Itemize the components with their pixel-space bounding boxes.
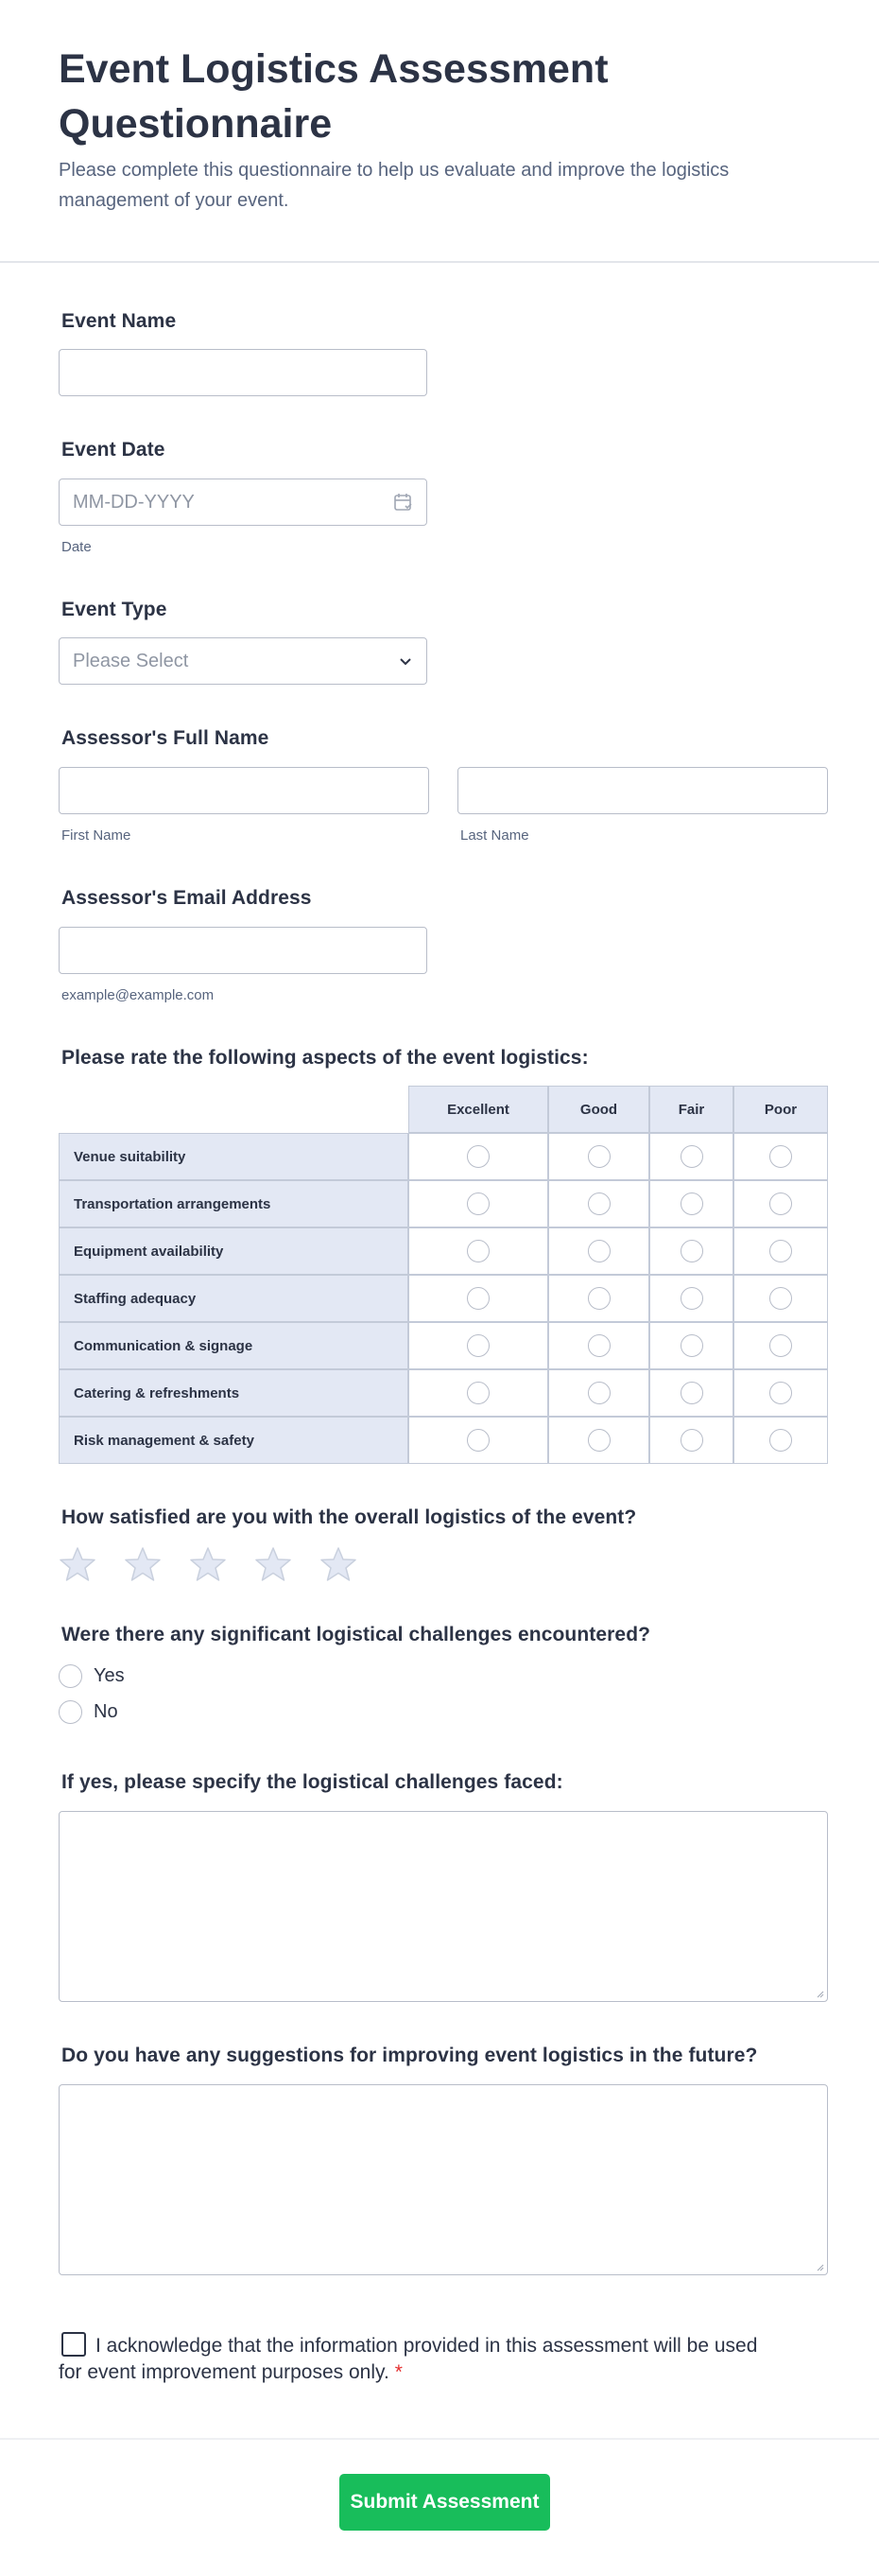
resize-grip-icon[interactable] (815, 2262, 824, 2271)
option-no-text: No (94, 1701, 118, 1722)
matrix-row-label: Equipment availability (59, 1227, 408, 1275)
event-type-selected-value: Please Select (73, 651, 189, 671)
matrix-radio[interactable] (769, 1382, 792, 1404)
challenges-detail-label: If yes, please specify the logistical challenges faced: (61, 1771, 563, 1793)
acknowledge-field (59, 2332, 777, 2386)
matrix-cell[interactable] (548, 1322, 649, 1369)
matrix-cell[interactable] (408, 1180, 548, 1227)
calendar-icon[interactable] (393, 492, 414, 517)
matrix-cell[interactable] (548, 1275, 649, 1322)
matrix-radio[interactable] (769, 1240, 792, 1262)
matrix-column-header: Poor (733, 1086, 828, 1133)
matrix-radio[interactable] (467, 1429, 490, 1452)
event-name-input[interactable] (59, 349, 427, 396)
last-name-sublabel: Last Name (460, 827, 529, 844)
email-input[interactable] (59, 927, 427, 974)
matrix-radio[interactable] (681, 1429, 703, 1452)
matrix-cell[interactable] (733, 1275, 828, 1322)
event-date-input[interactable] (59, 479, 427, 526)
matrix-column-header: Fair (649, 1086, 733, 1133)
matrix-cell[interactable] (408, 1322, 548, 1369)
footer-divider (0, 2438, 879, 2440)
star-icon[interactable] (189, 1545, 227, 1583)
matrix-cell[interactable] (733, 1133, 828, 1180)
event-date-label: Event Date (61, 439, 165, 461)
matrix-radio[interactable] (681, 1334, 703, 1357)
matrix-row-label: Venue suitability (59, 1133, 408, 1180)
matrix-radio[interactable] (467, 1287, 490, 1310)
matrix-radio[interactable] (681, 1240, 703, 1262)
matrix-cell[interactable] (733, 1227, 828, 1275)
matrix-cell[interactable] (548, 1417, 649, 1464)
matrix-radio[interactable] (588, 1192, 611, 1215)
first-name-input[interactable] (59, 767, 429, 814)
matrix-cell[interactable] (649, 1275, 733, 1322)
first-name-sublabel: First Name (61, 827, 131, 844)
satisfaction-label: How satisfied are you with the overall logistics of the event? (61, 1506, 637, 1528)
matrix-radio[interactable] (681, 1192, 703, 1215)
matrix-cell[interactable] (733, 1322, 828, 1369)
option-yes-text: Yes (94, 1665, 125, 1686)
radio-no[interactable] (59, 1700, 82, 1724)
matrix-radio[interactable] (467, 1382, 490, 1404)
matrix-cell[interactable] (548, 1180, 649, 1227)
matrix-cell[interactable] (649, 1227, 733, 1275)
matrix-cell[interactable] (649, 1417, 733, 1464)
matrix-row-label: Risk management & safety (59, 1417, 408, 1464)
matrix-radio[interactable] (769, 1145, 792, 1168)
matrix-radio[interactable] (588, 1240, 611, 1262)
matrix-radio[interactable] (681, 1145, 703, 1168)
form-subtitle: Please complete this questionnaire to help us evaluate and improve the logistics management of your event. (59, 160, 730, 211)
matrix-row-label: Staffing adequacy (59, 1275, 408, 1322)
matrix-cell[interactable] (548, 1369, 649, 1417)
challenges-option-yes[interactable] (59, 1664, 125, 1688)
challenges-detail-textarea[interactable] (59, 1811, 828, 2002)
matrix-cell[interactable] (733, 1417, 828, 1464)
star-icon[interactable] (124, 1545, 162, 1583)
form-header (0, 0, 879, 263)
matrix-row-label: Transportation arrangements (59, 1180, 408, 1227)
matrix-radio[interactable] (769, 1334, 792, 1357)
assessor-name-label: Assessor's Full Name (61, 727, 269, 749)
event-type-label: Event Type (61, 599, 167, 620)
matrix-label: Please rate the following aspects of the event logistics: (61, 1047, 589, 1069)
matrix-radio[interactable] (681, 1382, 703, 1404)
matrix-radio[interactable] (467, 1240, 490, 1262)
matrix-radio[interactable] (681, 1287, 703, 1310)
matrix-cell[interactable] (733, 1369, 828, 1417)
matrix-cell[interactable] (408, 1275, 548, 1322)
suggestions-label: Do you have any suggestions for improving event logistics in the future? (61, 2045, 758, 2066)
matrix-radio[interactable] (588, 1429, 611, 1452)
submit-button[interactable]: Submit Assessment (339, 2474, 550, 2531)
matrix-cell[interactable] (408, 1369, 548, 1417)
matrix-radio[interactable] (588, 1145, 611, 1168)
matrix-radio[interactable] (588, 1382, 611, 1404)
suggestions-textarea[interactable] (59, 2084, 828, 2275)
resize-grip-icon[interactable] (815, 1989, 824, 1998)
form-title: Event Logistics Assessment Questionnaire (59, 46, 609, 147)
star-icon[interactable] (59, 1545, 96, 1583)
acknowledge-text: I acknowledge that the information provided in this assessment will be used for event improvement purposes only. (59, 2335, 758, 2383)
matrix-radio[interactable] (769, 1429, 792, 1452)
matrix-radio[interactable] (588, 1287, 611, 1310)
event-date-sublabel: Date (61, 539, 92, 555)
last-name-input[interactable] (457, 767, 828, 814)
matrix-cell[interactable] (408, 1417, 548, 1464)
matrix-cell[interactable] (548, 1227, 649, 1275)
rating-matrix (59, 1086, 828, 1464)
challenges-label: Were there any significant logistical challenges encountered? (61, 1624, 651, 1645)
matrix-cell[interactable] (408, 1133, 548, 1180)
matrix-cell[interactable] (733, 1180, 828, 1227)
assessor-email-label: Assessor's Email Address (61, 887, 312, 909)
matrix-row-label: Communication & signage (59, 1322, 408, 1369)
challenges-option-no[interactable] (59, 1700, 118, 1724)
matrix-cell[interactable] (649, 1180, 733, 1227)
radio-yes[interactable] (59, 1664, 82, 1688)
star-icon[interactable] (319, 1545, 357, 1583)
matrix-cell[interactable] (548, 1133, 649, 1180)
matrix-radio[interactable] (467, 1334, 490, 1357)
matrix-cell[interactable] (649, 1322, 733, 1369)
required-mark: * (394, 2361, 403, 2383)
matrix-radio[interactable] (467, 1145, 490, 1168)
matrix-radio[interactable] (467, 1192, 490, 1215)
matrix-column-header: Good (548, 1086, 649, 1133)
matrix-row-label: Catering & refreshments (59, 1369, 408, 1417)
matrix-cell[interactable] (408, 1227, 548, 1275)
matrix-cell[interactable] (649, 1133, 733, 1180)
matrix-cell[interactable] (649, 1369, 733, 1417)
matrix-radio[interactable] (588, 1334, 611, 1357)
event-name-label: Event Name (61, 310, 177, 332)
star-icon[interactable] (254, 1545, 292, 1583)
matrix-column-header: Excellent (408, 1086, 548, 1133)
chevron-down-icon (398, 654, 413, 674)
acknowledge-checkbox[interactable] (61, 2332, 86, 2357)
matrix-radio[interactable] (769, 1287, 792, 1310)
matrix-radio[interactable] (769, 1192, 792, 1215)
event-type-select[interactable] (59, 637, 427, 685)
email-sublabel: example@example.com (61, 987, 215, 1003)
